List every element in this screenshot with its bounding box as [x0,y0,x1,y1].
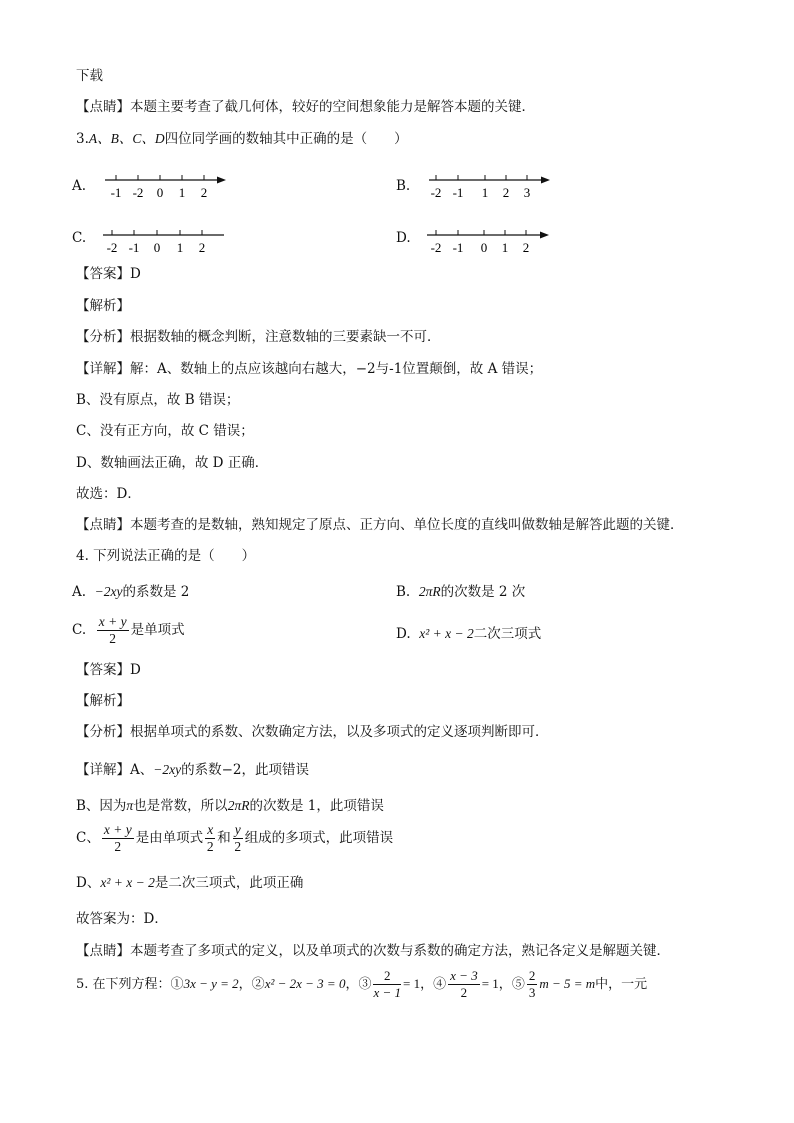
fraction [102,822,134,855]
q4-stem: 4. 下列说法正确的是（ ） [76,548,256,564]
q3-xiangjie-1: 【详解】解：A、数轴上的点应该越向右越大，−2与-1位置颠倒，故 A 错误； [76,361,543,377]
tick-label: 2 [502,185,510,200]
tick-label: 1 [481,185,489,200]
q3-xiangjie-2: B、没有原点，故 B 错误； [76,392,240,408]
q3-xiangjie-4: D、数轴画法正确，故 D 正确． [76,455,269,471]
fraction-numerator: y [234,822,241,837]
q3-option-b-number-line [424,170,554,204]
xiangjie-text: C、 [76,830,100,846]
q3-dianjing: 【点睛】本题考查的是数轴，熟知规定了原点、正方向、单位长度的直线叫做数轴是解答此题的关键． [76,517,684,533]
q3-names: A、B、C、D [88,131,165,146]
q4-option-c-letter: C. [72,622,87,638]
q5-eq3-fraction [373,968,401,1001]
q4-option-d [396,625,541,643]
tick-label: 3 [523,185,531,200]
xiangjie-text: 的次数是 1，此项错误 [249,798,384,814]
q5-eq3-rhs: = 1 [403,976,421,991]
q4-xiangjie-b [76,797,384,815]
xiangjie-math: x² + x − 2 [100,875,155,890]
fraction-denominator: 2 [234,839,242,854]
xiangjie-label: 【详解】A、 [76,762,154,778]
q4-answer: 【答案】D [76,662,141,678]
q4-option-b-math: 2πR [418,584,441,599]
q5-eq1-mark: ① [170,977,184,992]
q3-number: 3. [76,131,89,147]
q4-xiangjie-d [76,874,303,892]
fraction [233,822,243,855]
fraction-denominator: 2 [109,631,117,646]
q5-eq5-fraction [527,968,538,1001]
q4-jiexi: 【解析】 [76,693,130,709]
q4-option-a-text: 的系数是 2 [122,584,190,600]
q3-stem [76,130,408,148]
xiangjie-text: 组成的多项式，此项错误 [244,830,394,846]
tick-label: 2 [200,185,208,200]
xiangjie-text: B、因为 [76,798,127,814]
fraction-denominator: 3 [528,985,536,1000]
tick-label: 0 [156,185,164,200]
q3-fenxi: 【分析】根据数轴的概念判断，注意数轴的三要素缺一不可． [76,329,441,345]
tick-label: -2 [430,240,442,255]
q5-stem [76,968,647,1001]
fraction-denominator: x − 1 [373,985,402,1000]
tick-label: 1 [176,240,184,255]
q5-eq4-fraction [448,968,480,1001]
q4-xiangjie-a [76,761,309,779]
q3-option-a-letter: A. [72,178,87,194]
xiangjie-math: π [126,798,134,813]
axis-arrow [540,232,549,239]
q5-eq4-rhs: = 1 [481,976,499,991]
axis-arrow [217,177,226,184]
xiangjie-text: 是二次三项式，此项正确 [154,875,304,891]
fraction-numerator: 2 [373,968,401,985]
q4-option-c-fraction [97,614,129,647]
q3-xiangjie-3: C、没有正方向，故 C 错误； [76,423,254,439]
xiangjie-text: 也是常数，所以 [133,798,228,814]
q5-sep: ， [238,977,252,992]
q5-eq5: m − 5 = m [539,976,596,991]
q4-option-d-text: 二次三项式 [473,626,542,642]
q5-eq2-mark: ② [251,977,265,992]
xiangjie-math: 2πR [227,798,250,813]
tick-label: -1 [452,185,464,200]
xiangjie-text: 和 [217,830,231,846]
q3-guxuan: 故选：D． [76,486,141,502]
q5-eq3-mark: ③ [358,977,372,992]
fraction-denominator: 2 [460,985,468,1000]
fraction-denominator: 2 [206,839,214,854]
xiangjie-text: 的系数−2，此项错误 [181,762,309,778]
axis-arrow [541,177,550,184]
tick-label: -2 [132,185,144,200]
fraction-numerator: x + y [103,822,132,837]
xiangjie-text: 是由单项式 [135,830,204,846]
q5-pre: 5. 在下列方程： [76,977,171,992]
text-xiazai: 下载 [76,68,103,84]
q4-option-d-math: x² + x − 2 [419,626,474,641]
q3-option-c-number-line [100,225,230,259]
q5-eq1: 3x − y = 2 [183,976,239,991]
q4-option-a [72,583,189,601]
q4-option-a-math: −2xy [94,584,123,599]
tick-label: -1 [110,185,122,200]
tick-label: 1 [501,240,509,255]
xiangjie-math: −2xy [153,762,182,777]
tick-label: 1 [178,185,186,200]
q5-sep: ， [345,977,359,992]
tick-label: -2 [430,185,442,200]
q5-eq4-mark: ④ [433,977,447,992]
q4-option-a-letter: A. [72,584,87,600]
q2-dianjing: 【点睛】本题主要考查了截几何体，较好的空间想象能力是解答本题的关键． [76,99,535,115]
tick-label: 2 [198,240,206,255]
fraction-numerator: x − 3 [450,968,478,983]
fraction-numerator: 2 [528,968,536,983]
q3-option-b-letter: B. [396,178,411,194]
q5-eq2: x² − 2x − 3 = 0 [264,976,346,991]
tick-label: -1 [128,240,140,255]
q3-option-a-number-line [100,170,230,204]
q4-fenxi: 【分析】根据单项式的系数、次数确定方法，以及多项式的定义逐项判断即可． [76,724,549,740]
q4-guxuan: 故答案为：D． [76,911,168,927]
q4-option-c [72,614,185,647]
tick-label: 0 [153,240,161,255]
xiangjie-text: D、 [76,875,101,891]
tick-label: -2 [106,240,118,255]
q4-dianjing: 【点睛】本题考查了多项式的定义，以及单项式的次数与系数的确定方法，熟记各定义是解题关键． [76,943,670,959]
q4-option-b-letter: B. [396,584,411,600]
fraction-numerator: x [207,822,214,837]
tick-label: 2 [522,240,530,255]
tick-label: -1 [452,240,464,255]
q4-xiangjie-c [76,822,393,855]
q3-stem-text: 四位同学画的数轴其中正确的是（ ） [164,131,408,147]
fraction-numerator: x + y [98,614,127,629]
q4-option-c-text: 是单项式 [130,622,185,638]
q3-option-c-letter: C. [72,230,87,246]
q3-jiexi: 【解析】 [76,298,130,314]
q3-option-d-letter: D. [396,230,411,246]
q3-answer: 【答案】D [76,266,141,282]
q4-option-b-text: 的次数是 2 次 [440,584,526,600]
q5-sep: ， [420,977,434,992]
q5-eq5-mark: ⑤ [511,977,525,992]
fraction-denominator: 2 [114,839,122,854]
q5-post: 中，一元 [595,977,648,992]
q4-option-b [396,583,525,601]
q4-option-d-letter: D. [396,626,411,642]
q5-sep: ， [498,977,512,992]
tick-label: 0 [480,240,488,255]
q3-option-d-number-line [424,225,554,259]
fraction [205,822,215,855]
